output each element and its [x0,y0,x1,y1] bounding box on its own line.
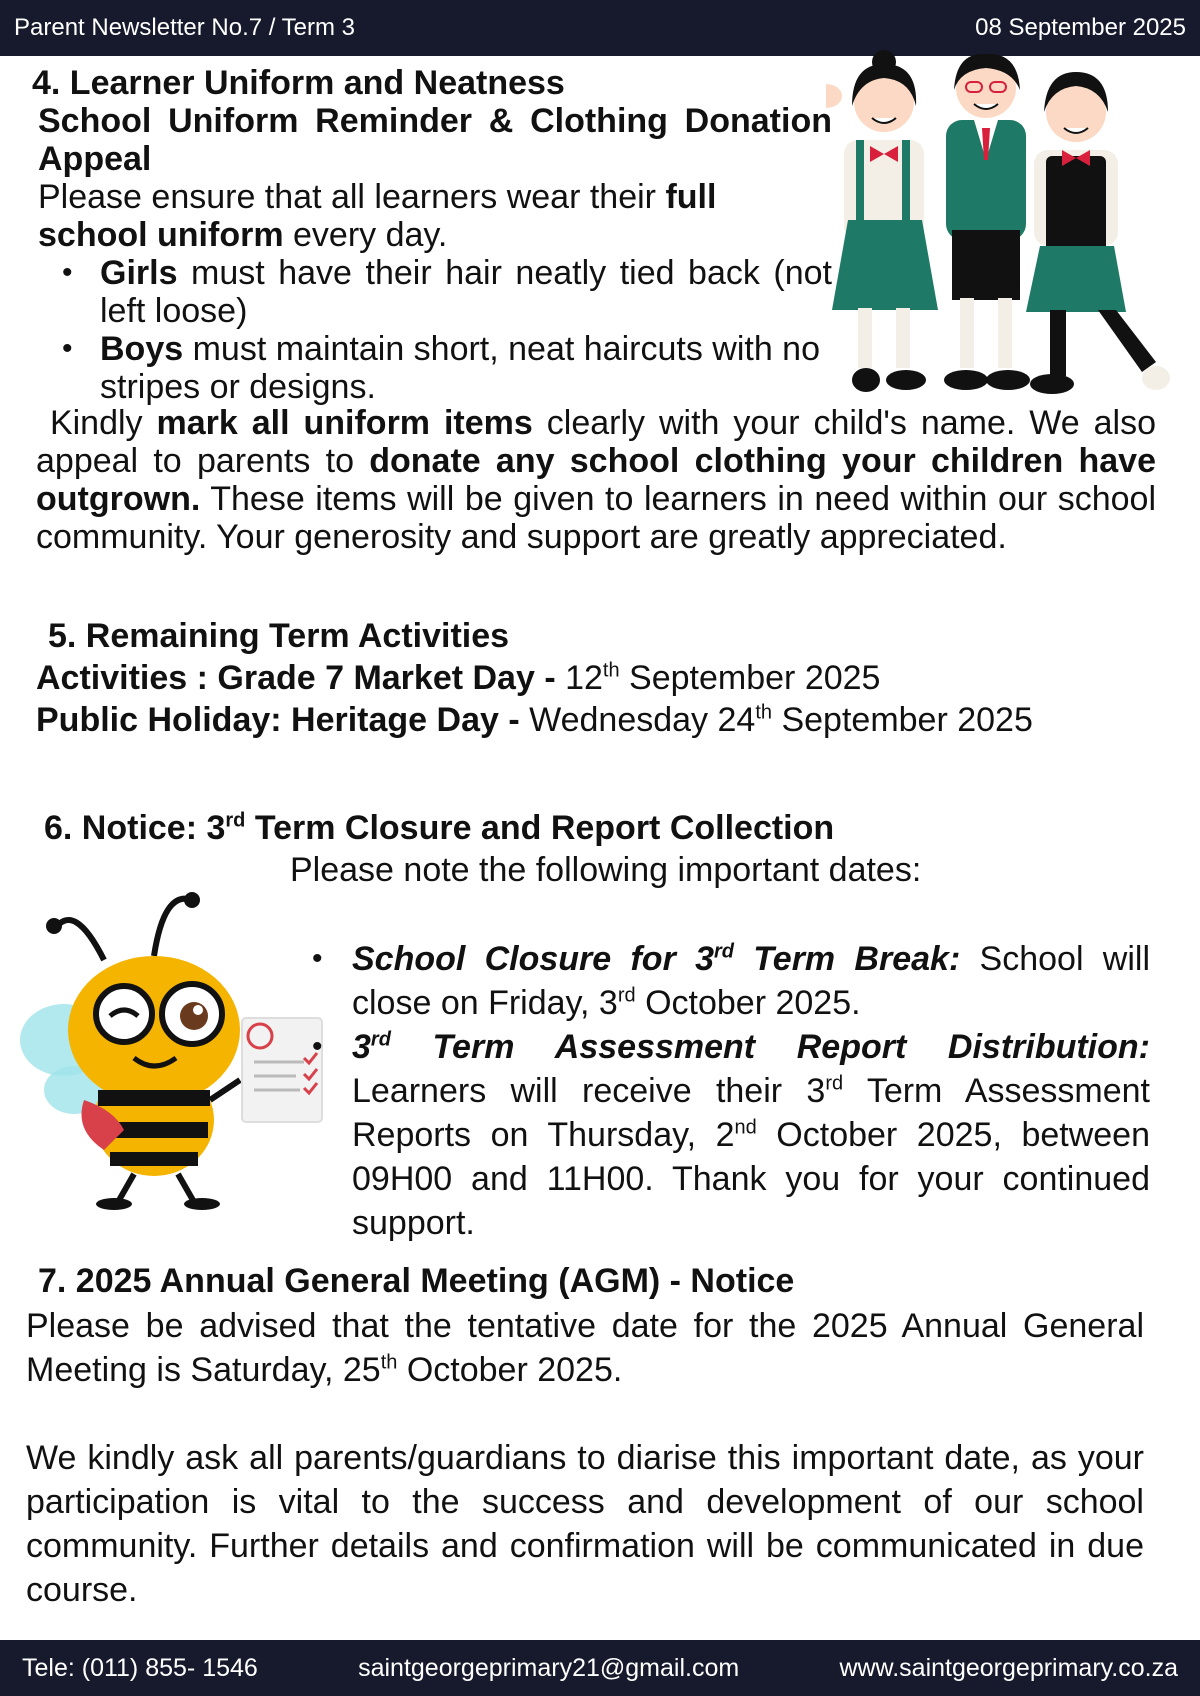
student-left [826,50,938,392]
header-bar [0,0,1200,56]
footer-bar [0,1640,1200,1696]
section-7-paragraph-2: We kindly ask all parents/guardians to diarise this important date, as your participation is vital to the success and development of our school community. Further details and confirmation will be communicated in due course. [26,1439,1144,1609]
activity-heritage-day: Public Holiday: Heritage Day - Wednesday 24th September 2025 [36,701,1033,739]
footer-email[interactable]: saintgeorgeprimary21@gmail.com [358,1654,740,1682]
section-6-list [312,937,1150,1245]
footer-website[interactable]: www.saintgeorgeprimary.co.za [839,1654,1178,1682]
section-5-heading: 5. Remaining Term Activities [48,617,510,655]
student-right [1026,72,1170,394]
section-5 [36,617,1156,739]
bee-illustration [14,890,334,1210]
section-4-paragraph: Kindly mark all uniform items clearly with your child's name. We also appeal to parents to donate any school clothing your children have outgrown. These items will be given to learners in need within our school community. Your generosity and support are greatly appreciated. [36,404,1156,556]
activity-market-day: Activities : Grade 7 Market Day - 12th September 2025 [36,659,881,697]
student-middle [944,54,1030,390]
students-illustration [826,50,1176,405]
section-4-intro: Please ensure that all learners wear their full school uniform every day. [38,178,717,254]
newsletter-title: Parent Newsletter No.7 / Term 3 [14,14,356,41]
newsletter-date: 08 September 2025 [975,14,1186,41]
section-6-intro: Please note the following important dates: [290,851,922,889]
footer-telephone: Tele: (011) 855- 1546 [22,1654,258,1682]
list-item-school-closure: • School Closure for 3rd Term Break: School will close on Friday, 3rd October 2025. [312,940,1151,1022]
section-4 [32,64,832,406]
section-7-heading: 7. 2025 Annual General Meeting (AGM) - Notice [38,1262,795,1300]
section-4-subheading: School Uniform Reminder & Clothing Donation Appeal [38,102,832,178]
list-item-boys: • Boys must maintain short, neat haircuts with no stripes or designs. [62,330,820,406]
list-item-girls: • Girls must have their hair neatly tied back (not left loose) [62,254,832,330]
list-item-report-distribution: • 3rd Term Assessment Report Distribution: Learners will receive their 3rd Term Assessment Reports on Thursday, 2nd October 2025, between 09H00 and 11H00. Thank you for your continued support. [312,1028,1150,1242]
section-6-heading: 6. Notice: 3rd Term Closure and Report Collection [44,809,835,847]
section-4-heading: 4. Learner Uniform and Neatness [32,64,565,102]
section-7-paragraph-1: Please be advised that the tentative date for the 2025 Annual General Meeting is Saturday, 25th October 2025. [26,1307,1144,1389]
